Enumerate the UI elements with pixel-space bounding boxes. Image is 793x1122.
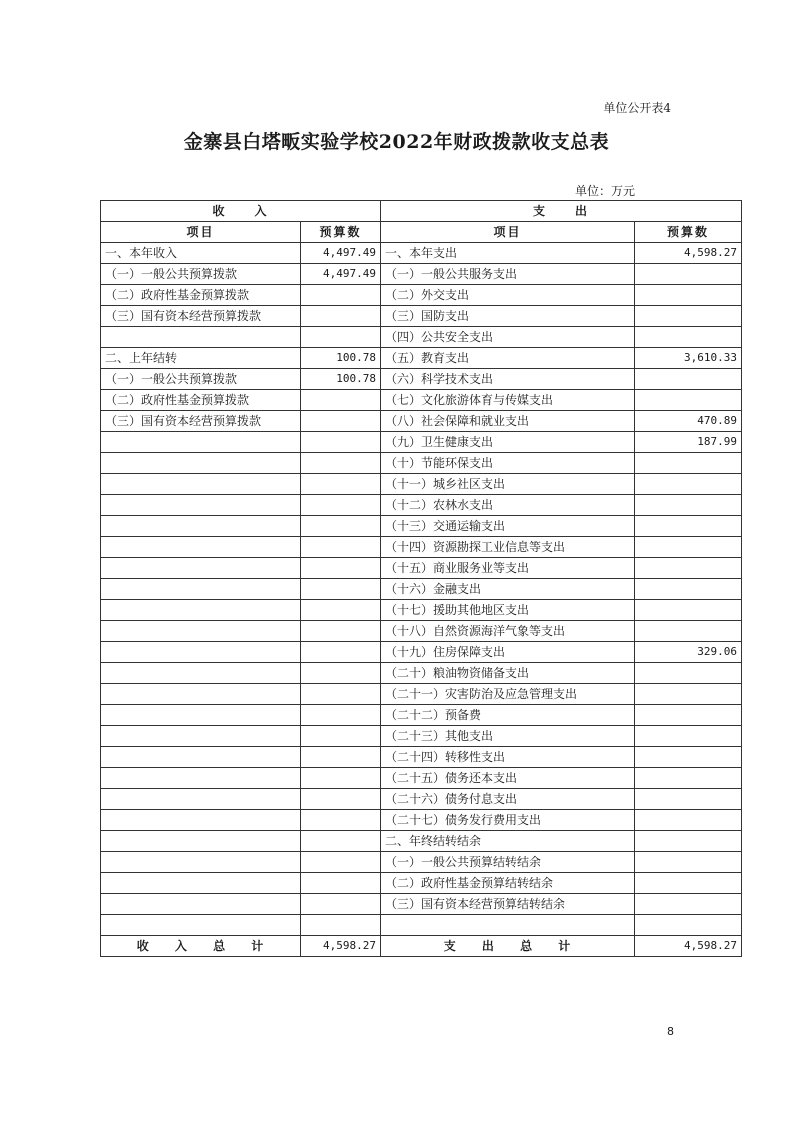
expense-amount-cell (635, 663, 742, 684)
expense-item-cell: （二十五）债务还本支出 (381, 768, 635, 789)
expense-amount-cell (635, 474, 742, 495)
expense-item-cell: （十七）援助其他地区支出 (381, 600, 635, 621)
expense-item-cell: 一、本年支出 (381, 243, 635, 264)
income-amount-cell (301, 789, 381, 810)
income-item-cell: （三）国有资本经营预算拨款 (101, 411, 301, 432)
table-row (101, 264, 742, 285)
table-row (101, 411, 742, 432)
income-amount-cell (301, 768, 381, 789)
income-item-cell: （一）一般公共预算拨款 (101, 264, 301, 285)
income-item-cell (101, 810, 301, 831)
expense-item-cell: （一）一般公共预算结转结余 (381, 852, 635, 873)
expense-amount-cell (635, 621, 742, 642)
income-amount-cell (301, 579, 381, 600)
expense-amount-cell (635, 768, 742, 789)
expense-item-cell: （三）国有资本经营预算结转结余 (381, 894, 635, 915)
table-row (101, 684, 742, 705)
budget-summary-table (100, 200, 742, 957)
expense-item-cell: （二）外交支出 (381, 285, 635, 306)
income-item-cell (101, 894, 301, 915)
income-amount-cell (301, 684, 381, 705)
income-amount-cell (301, 474, 381, 495)
expense-amount-cell (635, 390, 742, 411)
income-item-cell (101, 873, 301, 894)
expense-amount-cell (635, 495, 742, 516)
expense-amount-cell (635, 285, 742, 306)
expense-item-cell: （二十三）其他支出 (381, 726, 635, 747)
expense-item-cell: （十一）城乡社区支出 (381, 474, 635, 495)
income-amount-cell (301, 894, 381, 915)
income-amount-cell: 4,497.49 (301, 243, 381, 264)
expense-item-cell: （二十七）债务发行费用支出 (381, 810, 635, 831)
table-row (101, 663, 742, 684)
income-amount-cell (301, 747, 381, 768)
table-row (101, 705, 742, 726)
table-number: 单位公开表4 (603, 101, 671, 115)
table-row (101, 747, 742, 768)
income-section-header: 收 入 (101, 201, 381, 222)
expense-item-cell: （二十二）预备费 (381, 705, 635, 726)
total-row (101, 936, 742, 957)
expense-amount-cell (635, 558, 742, 579)
income-item-cell: 二、上年结转 (101, 348, 301, 369)
expense-item-cell: （十）节能环保支出 (381, 453, 635, 474)
income-item-cell (101, 453, 301, 474)
income-item-cell (101, 495, 301, 516)
expense-item-cell: （十八）自然资源海洋气象等支出 (381, 621, 635, 642)
expense-amount-cell (635, 327, 742, 348)
income-amount-cell (301, 390, 381, 411)
expense-item-cell: （二十六）债务付息支出 (381, 789, 635, 810)
expense-amount-cell: 187.99 (635, 432, 742, 453)
table-row (101, 768, 742, 789)
expense-amount-cell: 3,610.33 (635, 348, 742, 369)
expense-item-cell: （七）文化旅游体育与传媒支出 (381, 390, 635, 411)
table-row (101, 243, 742, 264)
income-item-cell: 一、本年收入 (101, 243, 301, 264)
expense-item-cell: （二十一）灾害防治及应急管理支出 (381, 684, 635, 705)
income-amount-cell (301, 642, 381, 663)
table-row (101, 285, 742, 306)
expense-amount-cell (635, 579, 742, 600)
expense-item-cell: （十三）交通运输支出 (381, 516, 635, 537)
expense-item-cell: （二）政府性基金预算结转结余 (381, 873, 635, 894)
income-amount-cell (301, 453, 381, 474)
expense-amount-cell: 470.89 (635, 411, 742, 432)
table-row (101, 306, 742, 327)
income-amount-cell (301, 516, 381, 537)
expense-amount-cell (635, 747, 742, 768)
income-amount-cell (301, 558, 381, 579)
expense-amount-cell (635, 873, 742, 894)
table-row (101, 852, 742, 873)
expense-amount-cell (635, 915, 742, 936)
income-item-cell: （三）国有资本经营预算拨款 (101, 306, 301, 327)
expense-item-cell: 二、年终结转结余 (381, 831, 635, 852)
expense-amount-cell (635, 789, 742, 810)
table-row (101, 579, 742, 600)
expense-section-header: 支 出 (381, 201, 742, 222)
page-number: 8 (667, 1025, 674, 1038)
expense-item-cell: （九）卫生健康支出 (381, 432, 635, 453)
income-amount-cell (301, 663, 381, 684)
expense-item-cell: （十九）住房保障支出 (381, 642, 635, 663)
income-item-cell (101, 768, 301, 789)
income-item-cell (101, 684, 301, 705)
page-title: 金寨县白塔畈实验学校2022年财政拨款收支总表 (183, 131, 610, 153)
income-item-cell: （二）政府性基金预算拨款 (101, 285, 301, 306)
expense-item-cell: （十六）金融支出 (381, 579, 635, 600)
expense-amount-cell: 329.06 (635, 642, 742, 663)
table-row (101, 621, 742, 642)
table-row (101, 327, 742, 348)
table-row (101, 453, 742, 474)
income-total-label: 收 入 总 计 (101, 936, 301, 957)
expense-budget-header: 预算数 (635, 222, 742, 243)
income-item-header: 项目 (101, 222, 301, 243)
expense-amount-cell (635, 264, 742, 285)
income-amount-cell (301, 537, 381, 558)
expense-amount-cell (635, 453, 742, 474)
table-row (101, 789, 742, 810)
expense-amount-cell (635, 516, 742, 537)
income-total-amount: 4,598.27 (301, 936, 381, 957)
income-amount-cell: 100.78 (301, 369, 381, 390)
expense-amount-cell (635, 537, 742, 558)
table-row (101, 894, 742, 915)
income-amount-cell (301, 621, 381, 642)
income-amount-cell (301, 915, 381, 936)
table-row (101, 831, 742, 852)
expense-amount-cell (635, 705, 742, 726)
table-row (101, 474, 742, 495)
income-item-cell (101, 516, 301, 537)
table-row (101, 348, 742, 369)
expense-item-cell: （十五）商业服务业等支出 (381, 558, 635, 579)
income-amount-cell (301, 810, 381, 831)
table-row (101, 516, 742, 537)
table-row (101, 369, 742, 390)
expense-total-amount: 4,598.27 (635, 936, 742, 957)
income-amount-cell (301, 852, 381, 873)
income-item-cell (101, 327, 301, 348)
income-amount-cell (301, 600, 381, 621)
income-amount-cell: 100.78 (301, 348, 381, 369)
income-amount-cell (301, 306, 381, 327)
table-row (101, 558, 742, 579)
income-budget-header: 预算数 (301, 222, 381, 243)
expense-amount-cell (635, 684, 742, 705)
income-item-cell (101, 705, 301, 726)
income-item-cell (101, 474, 301, 495)
income-amount-cell (301, 411, 381, 432)
expense-item-cell (381, 915, 635, 936)
expense-item-cell: （四）公共安全支出 (381, 327, 635, 348)
expense-amount-cell (635, 600, 742, 621)
table-row (101, 495, 742, 516)
income-amount-cell (301, 831, 381, 852)
income-item-cell (101, 621, 301, 642)
expense-item-cell: （十二）农林水支出 (381, 495, 635, 516)
income-item-cell (101, 915, 301, 936)
income-item-cell: （二）政府性基金预算拨款 (101, 390, 301, 411)
table-row (101, 915, 742, 936)
expense-item-cell: （六）科学技术支出 (381, 369, 635, 390)
expense-total-label: 支 出 总 计 (381, 936, 635, 957)
income-item-cell (101, 537, 301, 558)
income-amount-cell (301, 726, 381, 747)
unit-label: 单位：万元 (575, 184, 636, 198)
expense-amount-cell (635, 810, 742, 831)
income-item-cell (101, 747, 301, 768)
column-header-row (101, 222, 742, 243)
expense-amount-cell (635, 831, 742, 852)
income-item-cell (101, 663, 301, 684)
income-item-cell (101, 852, 301, 873)
table-row (101, 873, 742, 894)
expense-amount-cell (635, 726, 742, 747)
expense-item-cell: （八）社会保障和就业支出 (381, 411, 635, 432)
income-item-cell (101, 558, 301, 579)
income-amount-cell (301, 495, 381, 516)
income-amount-cell (301, 285, 381, 306)
section-header-row (101, 201, 742, 222)
expense-amount-cell (635, 852, 742, 873)
income-item-cell (101, 600, 301, 621)
expense-item-cell: （二十四）转移性支出 (381, 747, 635, 768)
income-amount-cell (301, 432, 381, 453)
income-item-cell (101, 432, 301, 453)
table-row (101, 537, 742, 558)
table-row (101, 432, 742, 453)
income-amount-cell (301, 705, 381, 726)
table-row (101, 600, 742, 621)
table-row (101, 810, 742, 831)
income-amount-cell: 4,497.49 (301, 264, 381, 285)
expense-item-cell: （一）一般公共服务支出 (381, 264, 635, 285)
income-item-cell (101, 579, 301, 600)
table-row (101, 726, 742, 747)
table-row (101, 642, 742, 663)
expense-item-cell: （十四）资源勘探工业信息等支出 (381, 537, 635, 558)
expense-amount-cell (635, 894, 742, 915)
income-item-cell (101, 831, 301, 852)
income-amount-cell (301, 327, 381, 348)
expense-item-cell: （二十）粮油物资储备支出 (381, 663, 635, 684)
expense-item-cell: （三）国防支出 (381, 306, 635, 327)
expense-item-cell: （五）教育支出 (381, 348, 635, 369)
income-item-cell (101, 789, 301, 810)
income-item-cell: （一）一般公共预算拨款 (101, 369, 301, 390)
expense-item-header: 项目 (381, 222, 635, 243)
income-amount-cell (301, 873, 381, 894)
income-item-cell (101, 726, 301, 747)
income-item-cell (101, 642, 301, 663)
expense-amount-cell (635, 369, 742, 390)
expense-amount-cell: 4,598.27 (635, 243, 742, 264)
table-row (101, 390, 742, 411)
expense-amount-cell (635, 306, 742, 327)
